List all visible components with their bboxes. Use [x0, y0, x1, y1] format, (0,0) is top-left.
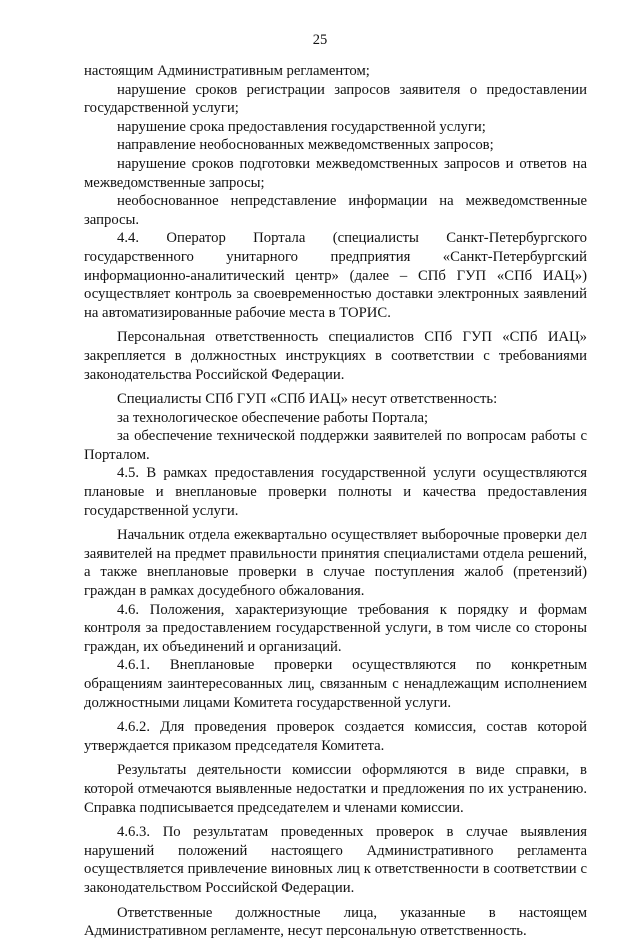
paragraph-continuation: настоящим Административным регламентом;	[84, 63, 370, 79]
paragraph-officials-responsibility: Ответственные должностные лица, указанные в настоящем Административном регламенте, несут персональную ответственность.	[84, 904, 587, 940]
paragraph-4-6-3: 4.6.3. По результатам проведенных проверок в случае выявления нарушений положений настоящего Административного регламента осуществляется привлечение виновных лиц к ответственности в соответствии с законодательством Российской Федерации.	[84, 824, 587, 896]
paragraph-4-4: 4.4. Оператор Портала (специалисты Санкт-Петербургского государственного унитарного предприятия «Санкт-Петербургский информационно-аналитический центр» (далее – СПб ГУП «СПб ИАЦ») осуществляет контроль за своевременностью доставки электронных заявлений на автоматизированные рабочие места в ТОРИС.	[84, 230, 587, 321]
paragraph-portal-tech-support: за технологическое обеспечение работы Портала;	[117, 409, 429, 426]
paragraph-violation-registration: нарушение сроков регистрации запросов заявителя о предоставлении государственной услуги;	[84, 81, 587, 117]
paragraph-nonprovision-info: необоснованное непредставление информации на межведомственные запросы.	[84, 193, 587, 228]
paragraph-violation-service-term: нарушение срока предоставления государственной услуги;	[117, 118, 486, 135]
paragraph-4-6-1: 4.6.1. Внеплановые проверки осуществляются по конкретным обращениям заинтересованных лиц, связанным с ненадлежащим исполнением должностными лицами Комитета государственной услуги.	[84, 657, 587, 711]
paragraph-specialists-responsible: Специалисты СПб ГУП «СПб ИАЦ» несут ответственность:	[117, 391, 498, 408]
page-number: 25	[312, 32, 328, 48]
paragraph-department-head-checks: Начальник отдела ежеквартально осуществляет выборочные проверки дел заявителей на предмет правильности принятия специалистами отдела решений, а также внеплановые проверки в случае поступления жалоб (претензий) граждан в рамках досудебного обжалования.	[84, 527, 587, 600]
document-body	[84, 62, 587, 941]
paragraph-unjustified-requests: направление необоснованных межведомственных запросов;	[117, 137, 494, 154]
paragraph-4-6: 4.6. Положения, характеризующие требования к порядку и формам контроля за предоставлением государственной услуги, в том числе со стороны граждан, их объединений и организаций.	[84, 601, 587, 655]
paragraph-applicant-support: за обеспечение технической поддержки заявителей по вопросам работы с Порталом.	[84, 428, 587, 463]
paragraph-personal-responsibility: Персональная ответственность специалистов СПб ГУП «СПб ИАЦ» закрепляется в должностных инструкциях в соответствии с требованиями законодательства Российской Федерации.	[84, 329, 587, 383]
paragraph-4-5: 4.5. В рамках предоставления государственной услуги осуществляются плановые и внеплановые проверки полноты и качества предоставления государственной услуги.	[84, 465, 587, 519]
paragraph-4-6-2: 4.6.2. Для проведения проверок создается комиссия, состав которой утверждается приказом председателя Комитета.	[84, 719, 587, 754]
paragraph-violation-request-preparation: нарушение сроков подготовки межведомственных запросов и ответов на межведомственные запросы;	[84, 155, 587, 191]
paragraph-commission-results: Результаты деятельности комиссии оформляются в виде справки, в которой отмечаются выявленные недостатки и предложения по их устранению. Справка подписывается председателем и членами комиссии.	[84, 762, 587, 816]
